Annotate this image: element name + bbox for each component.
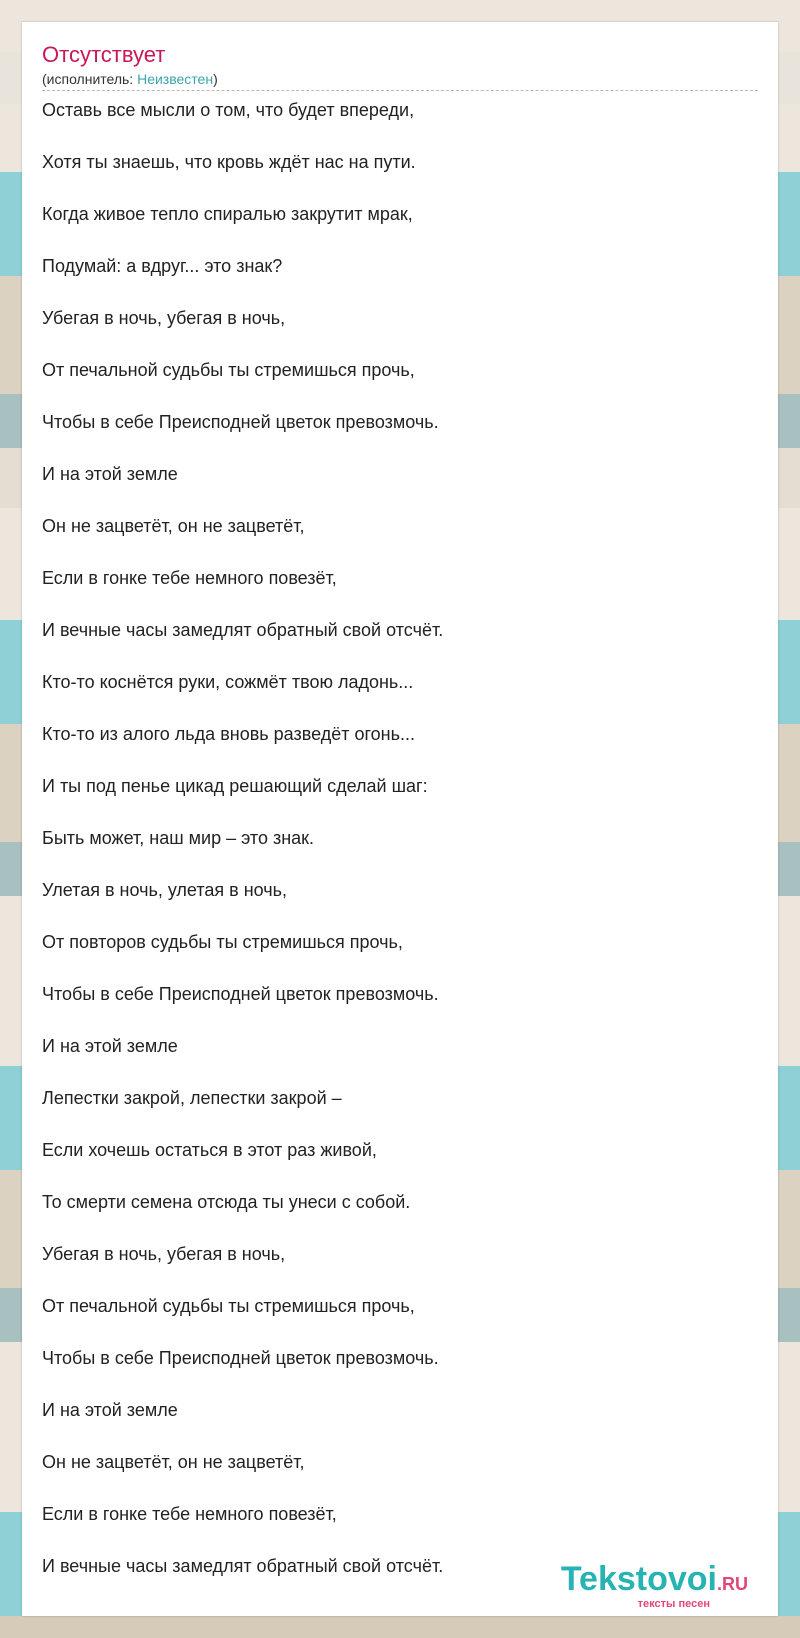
lyric-line: И вечные часы замедлят обратный свой отсчёт. [42, 1556, 444, 1576]
lyric-line: И на этой земле [42, 1400, 178, 1420]
lyric-line: Лепестки закрой, лепестки закрой – [42, 1088, 342, 1108]
performer-prefix: (исполнитель: [42, 71, 138, 87]
performer-link[interactable]: Неизвестен [137, 71, 214, 87]
lyric-line: Быть может, наш мир – это знак. [42, 828, 315, 848]
lyric-line: От печальной судьбы ты стремишься прочь, [42, 360, 415, 380]
lyric-line: Чтобы в себе Преисподней цветок превозмочь. [42, 412, 439, 432]
lyric-line: Убегая в ночь, убегая в ночь, [42, 1244, 286, 1264]
lyric-line: Кто-то из алого льда вновь разведёт огонь... [42, 724, 415, 744]
lyric-line: И ты под пенье цикад решающий сделай шаг: [42, 776, 428, 796]
lyric-line: Он не зацветёт, он не зацветёт, [42, 1452, 305, 1472]
performer-line [42, 70, 758, 91]
logo-domain: .RU [717, 1574, 748, 1594]
lyric-line: И вечные часы замедлят обратный свой отсчёт. [42, 620, 444, 640]
lyric-line: Если в гонке тебе немного повезёт, [42, 568, 337, 588]
lyrics-text [42, 99, 758, 1577]
lyric-line: И на этой земле [42, 464, 178, 484]
lyric-line: Если в гонке тебе немного повезёт, [42, 1504, 337, 1524]
lyric-line: Он не зацветёт, он не зацветёт, [42, 516, 305, 536]
lyric-line: Чтобы в себе Преисподней цветок превозмочь. [42, 984, 439, 1004]
lyric-line: Кто-то коснётся руки, сожмёт твою ладонь... [42, 672, 414, 692]
lyric-line: То смерти семена отсюда ты унеси с собой. [42, 1192, 411, 1212]
lyrics-card [22, 22, 778, 1616]
lyric-line: От печальной судьбы ты стремишься прочь, [42, 1296, 415, 1316]
lyric-line: И на этой земле [42, 1036, 178, 1056]
lyric-line: Чтобы в себе Преисподней цветок превозмочь. [42, 1348, 439, 1368]
logo-tagline: тексты песен [637, 1598, 710, 1610]
logo-name: Tekstovoi [560, 1560, 717, 1598]
lyric-line: Подумай: а вдруг... это знак? [42, 256, 283, 276]
performer-suffix: ) [213, 71, 218, 87]
lyric-line: Улетая в ночь, улетая в ночь, [42, 880, 288, 900]
lyric-line: Оставь все мысли о том, что будет впереди, [42, 100, 415, 120]
lyric-line: Если хочешь остаться в этот раз живой, [42, 1140, 377, 1160]
site-logo[interactable] [536, 1560, 748, 1610]
lyric-line: От повторов судьбы ты стремишься прочь, [42, 932, 403, 952]
lyric-line: Убегая в ночь, убегая в ночь, [42, 308, 286, 328]
lyric-line: Хотя ты знаешь, что кровь ждёт нас на пути. [42, 152, 416, 172]
logo-wordmark [536, 1562, 748, 1601]
song-title: Отсутствует [42, 42, 166, 67]
lyric-line: Когда живое тепло спиралью закрутит мрак, [42, 204, 413, 224]
